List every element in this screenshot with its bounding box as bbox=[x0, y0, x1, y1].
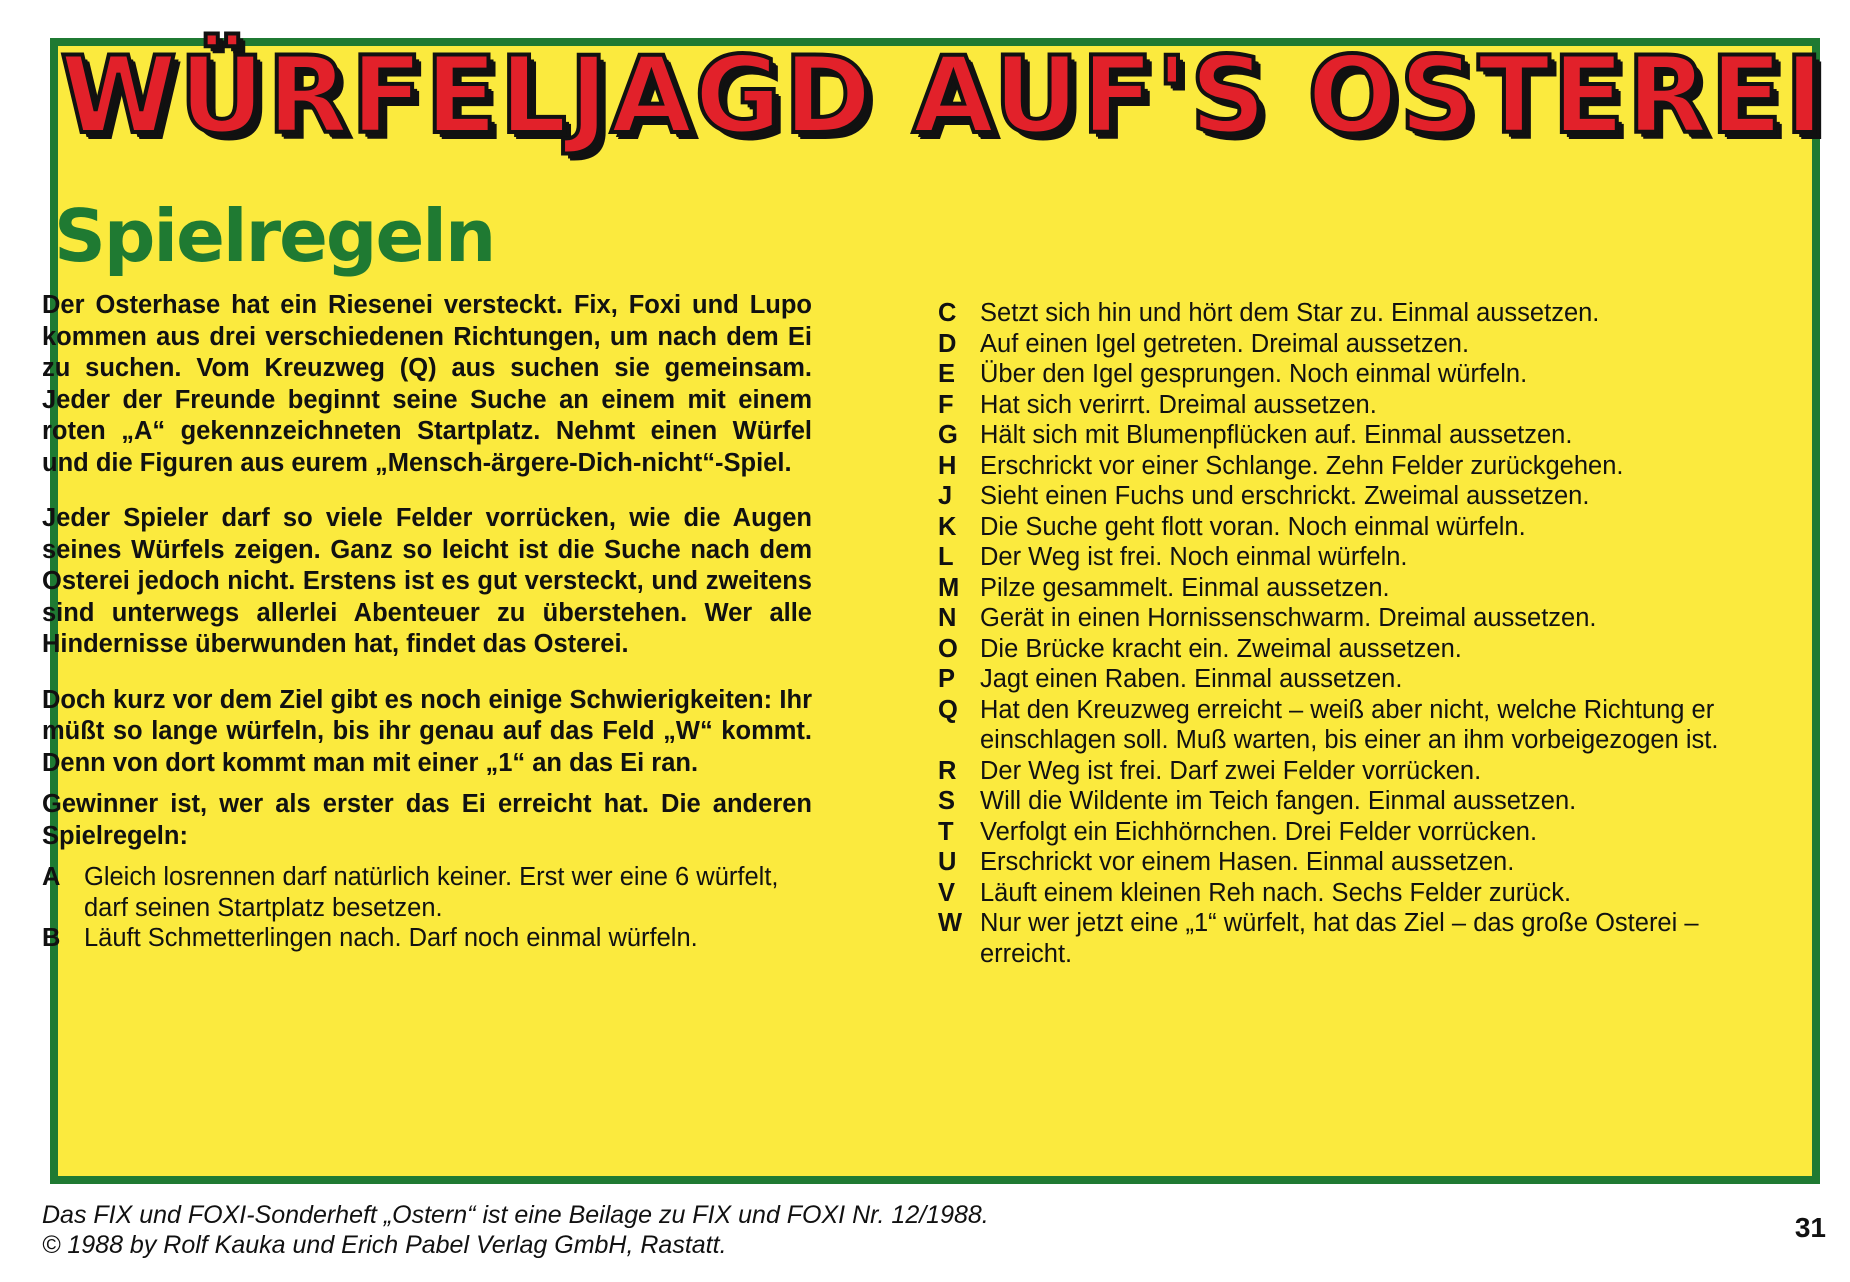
rule-text: Jagt einen Raben. Einmal aussetzen. bbox=[980, 665, 1403, 693]
rule-letter: L bbox=[938, 543, 954, 571]
rules-list-right bbox=[938, 298, 1748, 969]
rule-letter: O bbox=[938, 634, 958, 663]
copyright-line: © 1988 by Rolf Kauka und Erich Pabel Verlag GmbH, Rastatt. bbox=[42, 1231, 727, 1259]
rule-item bbox=[938, 420, 1748, 451]
rules-list-left bbox=[42, 862, 812, 954]
rule-letter: M bbox=[938, 573, 960, 602]
rule-text: Pilze gesammelt. Einmal aussetzen. bbox=[980, 573, 1390, 602]
rule-text: Hält sich mit Blumenpflücken auf. Einmal aussetzen. bbox=[980, 421, 1573, 449]
rule-letter: J bbox=[938, 482, 953, 510]
rule-text: Gleich losrennen darf natürlich keiner. Erst wer eine 6 würfelt, darf seinen Startplatz besetzen. bbox=[84, 863, 779, 922]
rule-letter: N bbox=[938, 604, 957, 632]
rule-item bbox=[938, 847, 1748, 878]
rule-item bbox=[938, 481, 1748, 512]
publication-footer bbox=[42, 1200, 1342, 1260]
rule-letter: T bbox=[938, 817, 954, 846]
rule-item bbox=[938, 908, 1748, 969]
rule-text: Der Weg ist frei. Noch einmal würfeln. bbox=[980, 543, 1408, 571]
rule-text: Hat den Kreuzweg erreicht – weiß aber nicht, welche Richtung er einschlagen soll. Muß warten, bis einer an ihm vorbeigezogen ist. bbox=[980, 695, 1719, 754]
rule-item bbox=[42, 923, 812, 954]
rule-item bbox=[938, 878, 1748, 909]
rule-letter: C bbox=[938, 299, 957, 327]
rule-text: Gerät in einen Hornissenschwarm. Dreimal aussetzen. bbox=[980, 604, 1597, 632]
rule-letter: Q bbox=[938, 695, 958, 724]
rule-text: Die Brücke kracht ein. Zweimal aussetzen. bbox=[980, 634, 1462, 663]
rule-item bbox=[938, 664, 1748, 695]
left-column bbox=[42, 290, 812, 954]
rule-letter: D bbox=[938, 329, 957, 358]
rule-item bbox=[938, 451, 1748, 482]
intro-paragraph: Der Osterhase hat ein Riesenei versteckt. Fix, Foxi und Lupo kommen aus drei verschiedenen Richtungen, um nach dem Ei zu suchen. Vom Kreuzweg (Q) aus suchen sie gemeinsam. Jeder der Freunde beginnt seine Suche an einem mit einem roten „A“ gekennzeichneten Startplatz. Nehmt einen Würfel und die Figuren aus eurem „Mensch-ärgere-Dich-nicht“-Spiel. bbox=[42, 291, 812, 477]
rule-item bbox=[938, 359, 1748, 390]
rule-item bbox=[938, 512, 1748, 543]
rule-item bbox=[938, 756, 1748, 787]
rule-item bbox=[938, 786, 1748, 817]
rule-text: Verfolgt ein Eichhörnchen. Drei Felder vorrücken. bbox=[980, 817, 1538, 846]
intro-paragraph: Jeder Spieler darf so viele Felder vorrücken, wie die Augen seines Würfels zeigen. Ganz so leicht ist die Suche nach dem Osterei jedoch nicht. Erstens ist es gut versteckt, und zweitens sind unterwegs allerlei Abenteuer zu überstehen. Wer alle Hindernisse überwunden hat, findet das Osterei. bbox=[42, 504, 812, 658]
rule-text: Nur wer jetzt eine „1“ würfelt, hat das Ziel – das große Osterei – erreicht. bbox=[980, 909, 1699, 968]
rule-letter: B bbox=[42, 924, 61, 952]
rule-text: Erschrickt vor einem Hasen. Einmal aussetzen. bbox=[980, 848, 1515, 876]
rule-item bbox=[938, 542, 1748, 573]
intro-paragraph: Doch kurz vor dem Ziel gibt es noch einige Schwierigkeiten: Ihr müßt so lange würfeln, bis ihr genau auf das Feld „W“ kommt. Denn von dort kommt man mit einer „1“ an das Ei ran. bbox=[42, 685, 812, 777]
rule-item bbox=[938, 603, 1748, 634]
rule-text: Auf einen Igel getreten. Dreimal aussetzen. bbox=[980, 329, 1470, 358]
rule-item bbox=[938, 390, 1748, 421]
rule-item bbox=[938, 298, 1748, 329]
rule-text: Erschrickt vor einer Schlange. Zehn Felder zurückgehen. bbox=[980, 451, 1624, 480]
rule-letter: F bbox=[938, 390, 954, 419]
rule-text: Will die Wildente im Teich fangen. Einmal aussetzen. bbox=[980, 787, 1577, 815]
rule-letter: W bbox=[938, 909, 963, 937]
rule-letter: R bbox=[938, 756, 957, 785]
rule-item bbox=[42, 862, 812, 923]
rule-letter: V bbox=[938, 878, 956, 907]
rule-item bbox=[938, 329, 1748, 360]
rule-text: Setzt sich hin und hört dem Star zu. Einmal aussetzen. bbox=[980, 299, 1600, 327]
rule-text: Läuft Schmetterlingen nach. Darf noch einmal würfeln. bbox=[84, 924, 698, 952]
page-number: 31 bbox=[1794, 1212, 1826, 1243]
rule-letter: U bbox=[938, 848, 957, 876]
rule-text: Läuft einem kleinen Reh nach. Sechs Felder zurück. bbox=[980, 878, 1572, 907]
rule-letter: E bbox=[938, 360, 956, 388]
rule-item bbox=[938, 695, 1748, 756]
game-title: WÜRFELJAGD AUF'S OSTEREI bbox=[60, 34, 1826, 157]
rule-letter: G bbox=[938, 421, 958, 449]
rule-letter: A bbox=[42, 863, 61, 891]
rule-letter: H bbox=[938, 451, 957, 480]
rule-item bbox=[938, 634, 1748, 665]
rule-text: Sieht einen Fuchs und erschrickt. Zweimal aussetzen. bbox=[980, 482, 1590, 510]
rule-text: Die Suche geht flott voran. Noch einmal würfeln. bbox=[980, 512, 1526, 541]
rule-letter: K bbox=[938, 512, 957, 541]
rules-heading: Spielregeln bbox=[54, 194, 495, 278]
rule-item bbox=[938, 573, 1748, 604]
right-column bbox=[938, 298, 1748, 969]
rule-text: Über den Igel gesprungen. Noch einmal würfeln. bbox=[980, 360, 1528, 388]
intro-paragraph: Gewinner ist, wer als erster das Ei erreicht hat. Die anderen Spielregeln: bbox=[42, 790, 812, 850]
rule-item bbox=[938, 817, 1748, 848]
rule-letter: S bbox=[938, 787, 956, 815]
rule-text: Der Weg ist frei. Darf zwei Felder vorrücken. bbox=[980, 756, 1482, 785]
rule-letter: P bbox=[938, 665, 956, 693]
rule-text: Hat sich verirrt. Dreimal aussetzen. bbox=[980, 390, 1377, 419]
footer-line: Das FIX und FOXI-Sonderheft „Ostern“ ist eine Beilage zu FIX und FOXI Nr. 12/1988. bbox=[42, 1201, 989, 1229]
